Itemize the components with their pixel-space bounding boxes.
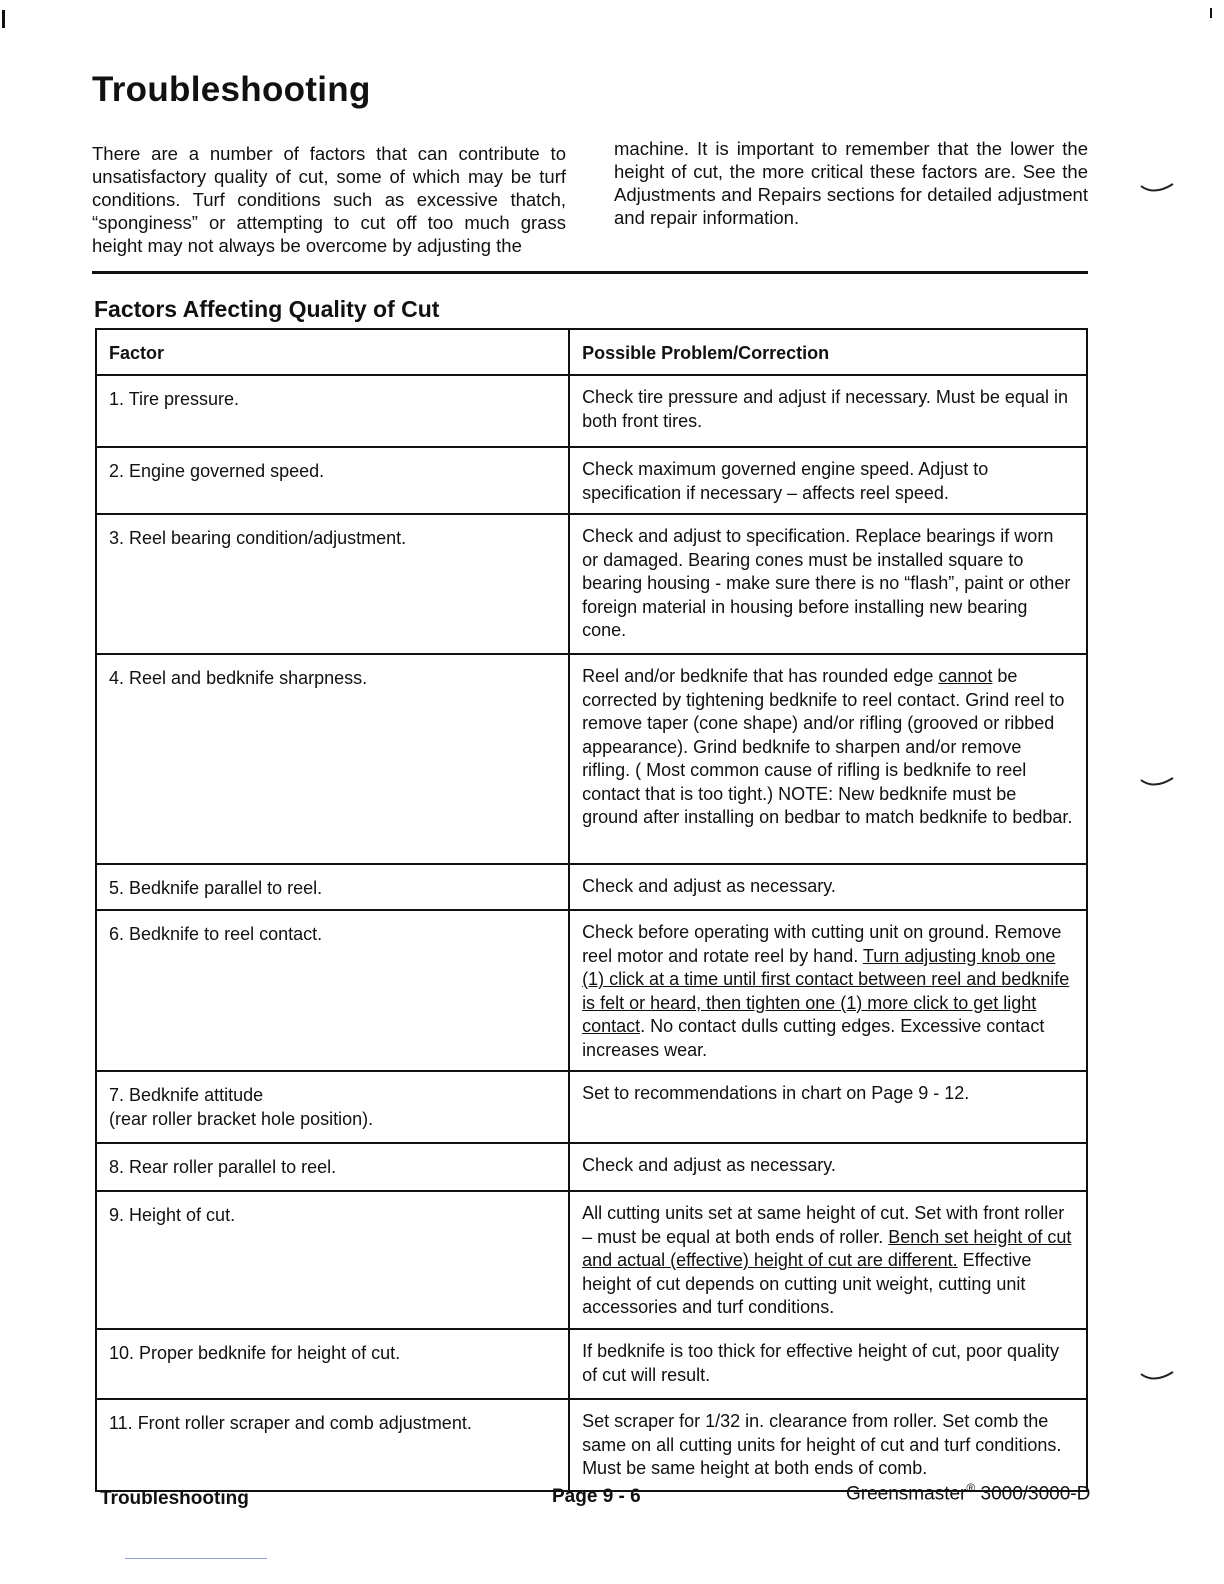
correction-cell: Check tire pressure and adjust if necessary. Must be equal in both front tires. — [569, 375, 1087, 447]
table-row — [96, 654, 1087, 864]
binder-hole-mark — [1140, 776, 1174, 790]
scan-edge-mark — [2, 10, 5, 28]
binder-hole-mark — [1140, 1370, 1174, 1384]
factor-cell: 11. Front roller scraper and comb adjustment. — [96, 1399, 569, 1491]
correction-cell: All cutting units set at same height of cut. Set with front roller – must be equal at both ends of roller. Bench set height of cut and actual (effective) height of cut are different. Effective height of cut depends on cutting unit weight, cutting unit accessories and turf conditions. — [569, 1191, 1087, 1329]
factor-cell: 4. Reel and bedknife sharpness. — [96, 654, 569, 864]
factor-cell: 2. Engine governed speed. — [96, 447, 569, 514]
correction-cell: Check before operating with cutting unit on ground. Remove reel motor and rotate reel by hand. Turn adjusting knob one (1) click at a time until first contact between reel and bedknife is felt or heard, then tighten one (1) more click to get light contact. No contact dulls cutting edges. Excessive contact increases wear. — [569, 910, 1087, 1071]
page-title: Troubleshooting — [92, 70, 371, 109]
factor-cell: 9. Height of cut. — [96, 1191, 569, 1329]
table-row — [96, 1329, 1087, 1399]
factor-cell: 7. Bedknife attitude (rear roller bracket hole position). — [96, 1071, 569, 1143]
table-row — [96, 910, 1087, 1071]
factor-cell: 5. Bedknife parallel to reel. — [96, 864, 569, 910]
correction-cell: Reel and/or bedknife that has rounded edge cannot be corrected by tightening bedknife to reel contact. Grind reel to remove taper (cone shape) and/or rifling (grooved or ribbed appearance). Grind bedknife to sharpen and/or remove rifling. ( Most common cause of rifling is bedknife to reel contact that is too tight.) NOTE: New bedknife must be ground after installing on bedbar to match bedknife to bedbar. — [569, 654, 1087, 864]
correction-cell: Set to recommendations in chart on Page 9 - 12. — [569, 1071, 1087, 1143]
factor-cell: 10. Proper bedknife for height of cut. — [96, 1329, 569, 1399]
footer-product-name: Greensmaster® 3000/3000-D — [846, 1481, 1091, 1505]
correction-cell: Set scraper for 1/32 in. clearance from roller. Set comb the same on all cutting units for height of cut and turf conditions. Must be same height at both ends of comb. — [569, 1399, 1087, 1491]
scan-edge-mark — [1210, 8, 1212, 18]
table-row — [96, 447, 1087, 514]
table-row — [96, 375, 1087, 447]
table-row — [96, 864, 1087, 910]
section-divider — [92, 271, 1088, 274]
column-header-factor: Factor — [96, 329, 569, 375]
correction-cell: If bedknife is too thick for effective height of cut, poor quality of cut will result. — [569, 1329, 1087, 1399]
correction-cell: Check maximum governed engine speed. Adjust to specification if necessary – affects reel speed. — [569, 447, 1087, 514]
table-row — [96, 1071, 1087, 1143]
factor-cell: 6. Bedknife to reel contact. — [96, 910, 569, 1071]
table-row — [96, 1399, 1087, 1491]
table-row — [96, 1191, 1087, 1329]
correction-cell: Check and adjust as necessary. — [569, 1143, 1087, 1191]
factors-table — [95, 328, 1088, 1492]
correction-cell: Check and adjust as necessary. — [569, 864, 1087, 910]
correction-cell: Check and adjust to specification. Replace bearings if worn or damaged. Bearing cones must be installed square to bearing housing - make sure there is no “flash”, paint or other foreign material in housing before installing new bearing cone. — [569, 514, 1087, 654]
intro-paragraph-left: There are a number of factors that can contribute to unsatisfactory quality of cut, some of which may be turf conditions. Turf conditions such as excessive thatch, “sponginess” or attempting to cut off too much grass height may not always be overcome by adjusting the — [92, 143, 566, 256]
table-header-row — [96, 329, 1087, 375]
factor-cell: 3. Reel bearing condition/adjustment. — [96, 514, 569, 654]
intro-paragraph-right: machine. It is important to remember that the lower the height of cut, the more critical these factors are. See the Adjustments and Repairs sections for detailed adjustment and repair information. — [614, 138, 1088, 228]
factor-cell: 8. Rear roller parallel to reel. — [96, 1143, 569, 1191]
footer-section-name: Troubleshooting — [100, 1488, 249, 1509]
table-row — [96, 514, 1087, 654]
table-row — [96, 1143, 1087, 1191]
column-header-correction: Possible Problem/Correction — [569, 329, 1087, 375]
scan-artifact-line — [125, 1558, 267, 1559]
section-heading: Factors Affecting Quality of Cut — [94, 296, 440, 322]
binder-hole-mark — [1140, 182, 1174, 196]
factor-cell: 1. Tire pressure. — [96, 375, 569, 447]
footer-page-number: Page 9 - 6 — [552, 1486, 641, 1507]
